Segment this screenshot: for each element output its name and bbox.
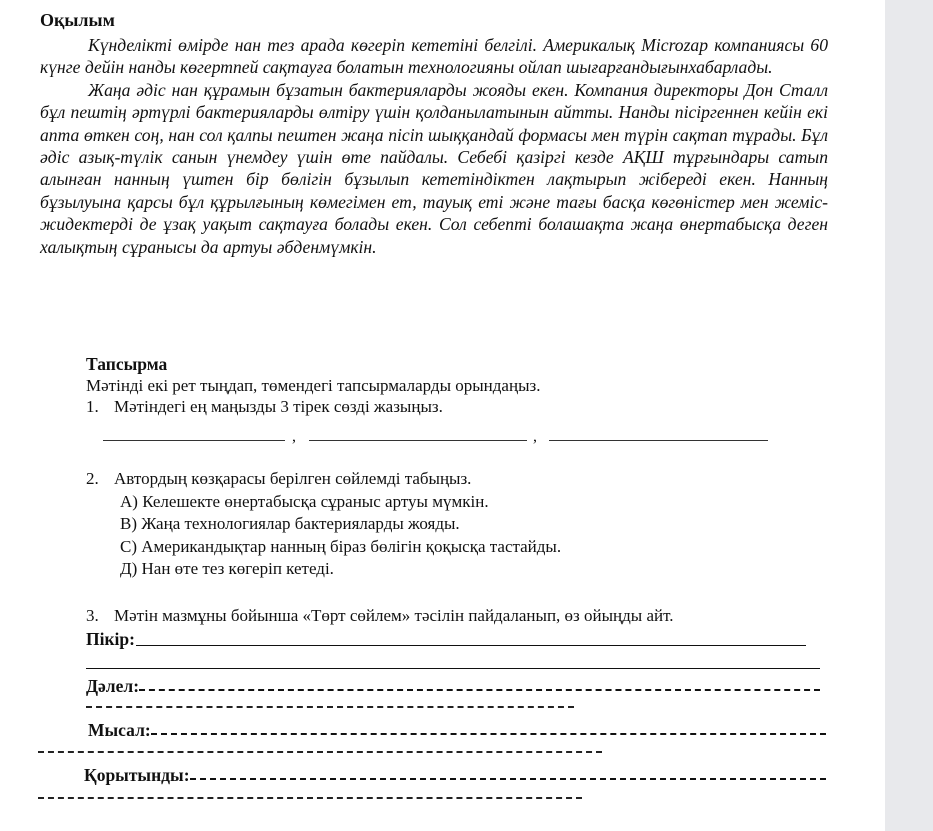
comma-separator: ,: [292, 428, 296, 445]
question-1-text: Мәтіндегі ең маңызды 3 тірек сөзді жазыңыз.: [114, 397, 443, 416]
argument-answer-line-2[interactable]: [86, 706, 574, 708]
option-d[interactable]: Д) Нан өте тез көгеріп кетеді.: [120, 559, 334, 578]
example-answer-line[interactable]: [151, 733, 826, 735]
opinion-answer-line-2[interactable]: [86, 668, 820, 669]
conclusion-label: Қорытынды:: [84, 765, 190, 785]
viewer-side-panel: [885, 0, 933, 831]
question-3-text: Мәтін мазмұны бойынша «Төрт сөйлем» тәсілін пайдаланып, өз ойыңды айт.: [114, 606, 674, 625]
reading-paragraph-1: Күнделікті өмірде нан тез арада көгеріп кететіні белгілі. Америкалық Microzap компаниясы 60 күнге дейін нанды көгертпей сақтауға болатын технологияны ойлап шығарғандығынхабарлады.: [40, 35, 828, 78]
task-title: Тапсырма: [86, 354, 168, 374]
opinion-label: Пікір:: [86, 629, 135, 649]
reading-heading: Оқылым: [40, 10, 115, 30]
question-2: [86, 468, 561, 581]
question-2-text: Автордың көзқарасы берілген сөйлемді табыңыз.: [114, 469, 472, 488]
comma-separator: ,: [533, 428, 537, 445]
argument-answer-line[interactable]: [139, 689, 820, 691]
option-c[interactable]: С) Американдықтар нанның біраз бөлігін қоқысқа тастайды.: [120, 536, 562, 556]
task-instruction: Мәтінді екі рет тыңдап, төмендегі тапсырмаларды орындаңыз.: [86, 376, 541, 395]
example-field: [88, 717, 826, 741]
keyword-blank-2[interactable]: [309, 440, 527, 441]
option-b[interactable]: В) Жаңа технологиялар бактерияларды жояды.: [120, 514, 460, 533]
task-section: [86, 354, 826, 417]
question-3-number: 3.: [86, 606, 99, 625]
keyword-blank-1[interactable]: [103, 440, 285, 441]
question-2-number: 2.: [86, 469, 99, 488]
argument-field: [86, 673, 820, 697]
question-3: [86, 605, 674, 626]
argument-label: Дәлел:: [86, 676, 140, 696]
reading-paragraph-2: Жаңа әдіс нан құрамын бұзатын бактерияларды жояды екен. Компания директоры Дон Сталл бұл пештің әртүрлі бактерияларды өлтіру үшін қолданылатынын айтты. Нанды пісіргеннен кейін екі апта өткен соң, нан сол қалпы пештен жаңа пісіп шыққандай формасы мен түрін сақтап тұрады. Бұл әдіс азық-түлік санын үнемдеу үшін өте пайдалы. Себебі қазіргі кезде АҚШ тұрғындары сатып алынған нанның үштен бір бөлігін бұзылып кететіндіктен лақтырып жібереді екен. Нанның бұзылуына қарсы бұл құрылғының көмегімен ет, тауық еті және тағы басқа көгөністер мен жеміс- жидектерді де ұзақ уақыт сақтауға болады екен. Сол себепті болашақта жаңа өнертабысқа деген халықтың сұранысы да артуы әбденмүмкін.: [40, 79, 828, 257]
keyword-blanks: [103, 428, 768, 444]
keyword-blank-3[interactable]: [549, 440, 768, 441]
conclusion-answer-line[interactable]: [190, 778, 826, 780]
opinion-answer-line[interactable]: [136, 645, 806, 646]
example-label: Мысал:: [88, 720, 151, 740]
question-1: [86, 396, 826, 417]
opinion-field: [86, 626, 806, 650]
conclusion-field: [84, 762, 826, 786]
reading-text: [40, 34, 828, 258]
option-a[interactable]: А) Келешекте өнертабысқа сұраныс артуы мүмкін.: [120, 491, 489, 511]
question-1-number: 1.: [86, 397, 99, 416]
conclusion-answer-line-2[interactable]: [38, 797, 582, 799]
example-answer-line-2[interactable]: [38, 751, 602, 753]
